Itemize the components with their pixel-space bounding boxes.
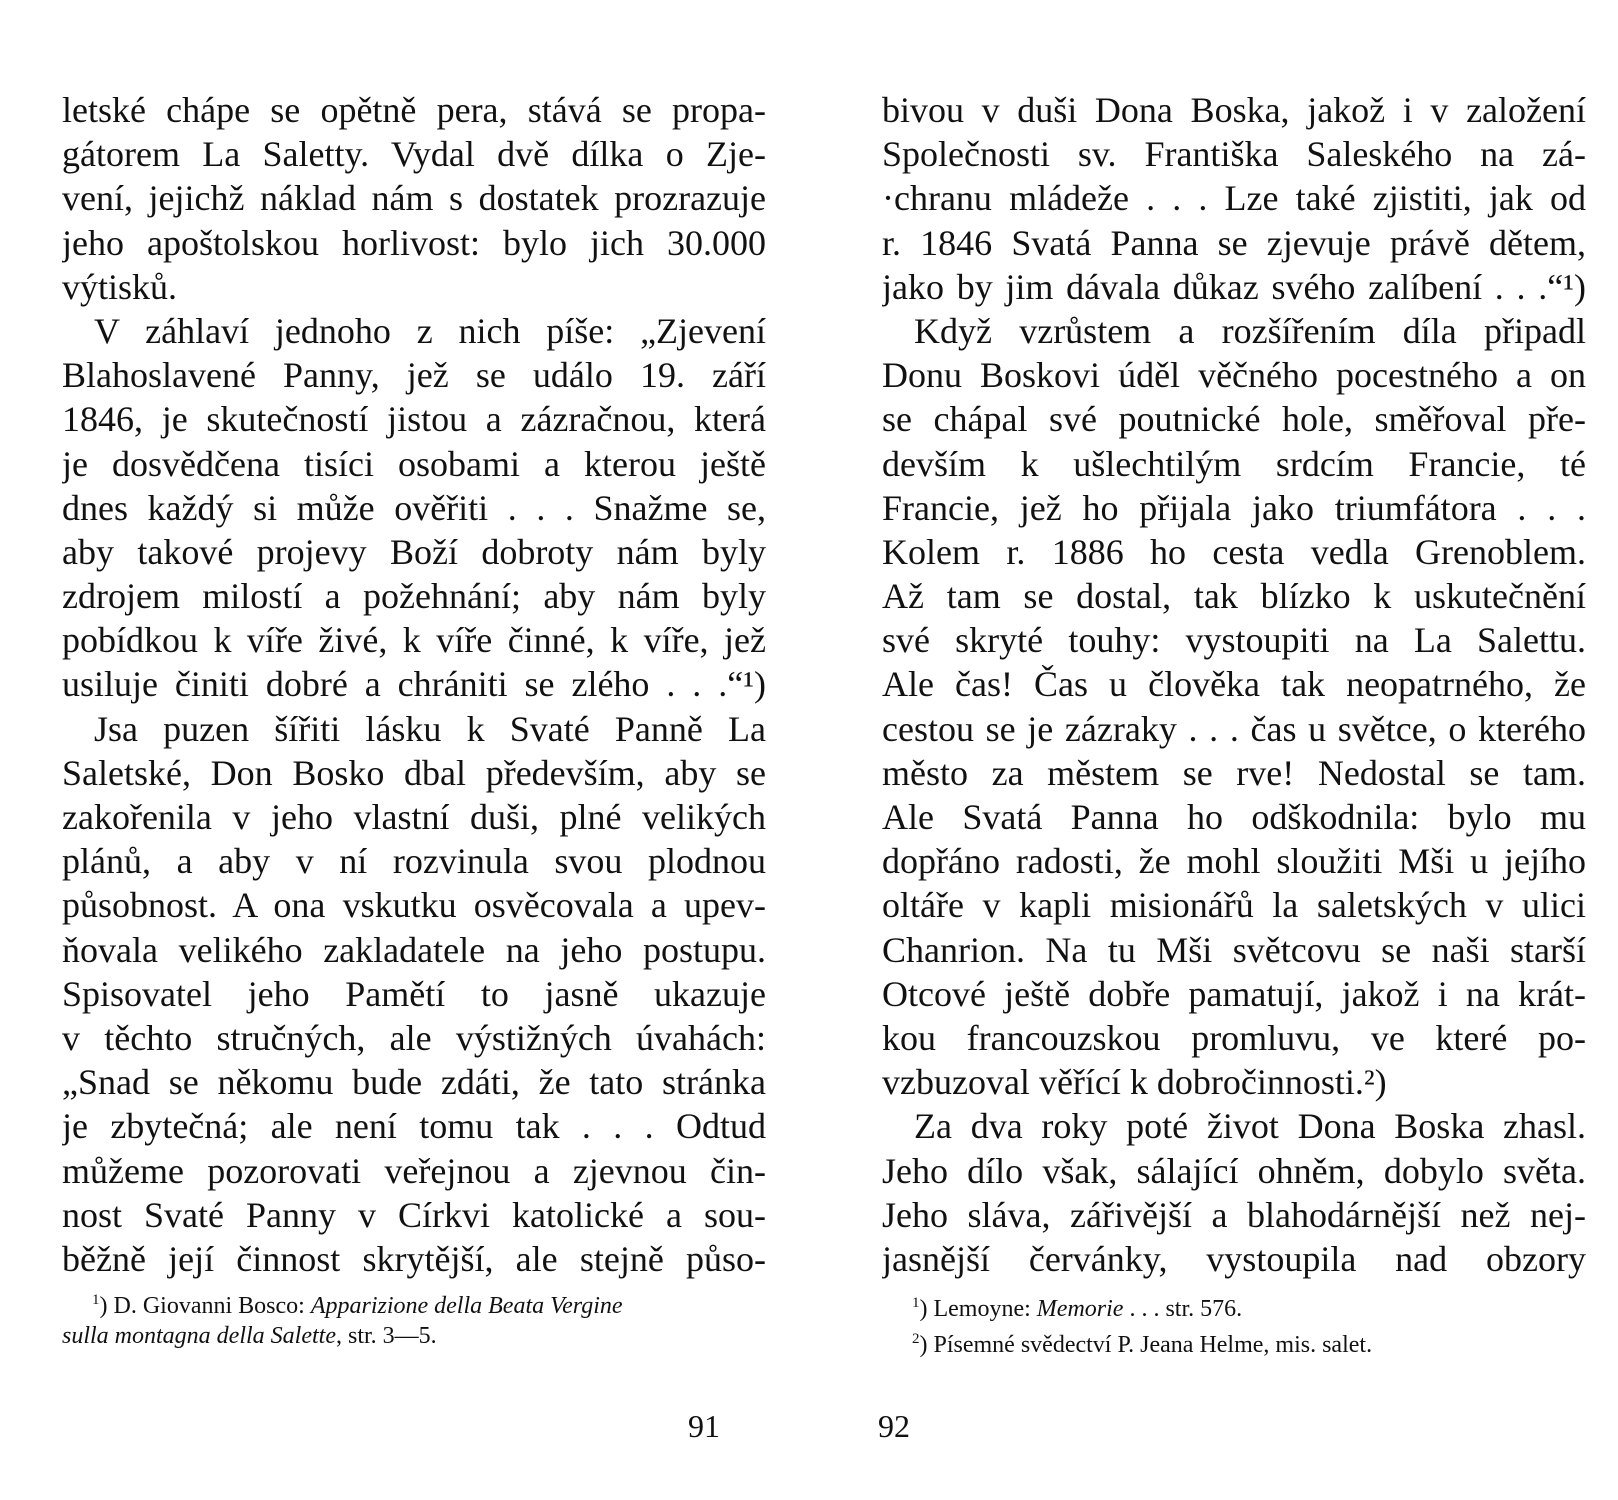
text-line: Saletské, Don Bosko dbal především, aby se — [62, 752, 766, 793]
text-line: Společnosti sv. Františka Saleského na zá- — [882, 134, 1586, 175]
text-line: Kolem r. 1886 ho cesta vedla Grenoblem. — [882, 531, 1586, 572]
text-line: letské chápe se opětně pera, stává se propa- — [62, 90, 766, 130]
text-line: nost Svaté Panny v Církvi katolické a sou- — [62, 1194, 766, 1235]
paragraph-start-line: V záhlaví jednoho z nich píše: „Zjevení — [94, 310, 766, 351]
paragraph-start-line: Jsa puzen šířiti lásku k Svaté Panně La — [94, 708, 766, 749]
text-line: běžně její činnost skrytější, ale stejně půso- — [62, 1238, 766, 1279]
paragraph-start-line: Když vzrůstem a rozšířením díla připadl — [914, 310, 1586, 351]
text-line: jeho apoštolskou horlivost: bylo jich 30.000 — [62, 222, 766, 263]
right-body-text — [882, 88, 1586, 1281]
text-line: Ale čas! Čas u člověka tak neopatrného, že — [882, 664, 1586, 705]
footnote — [882, 1321, 1586, 1357]
footnote — [62, 1282, 766, 1318]
text-line: Jeho dílo však, sálající ohněm, dobylo světa. — [882, 1150, 1586, 1191]
text-line: Spisovatel jeho Pamětí to jasně ukazuje — [62, 973, 766, 1014]
text-line: r. 1846 Svatá Panna se zjevuje právě dětem, — [882, 222, 1586, 263]
text-line: vzbuzoval věřící k dobročinnosti.²) — [882, 1062, 1387, 1103]
text-line: cestou se je zázraky . . . čas u světce, o kterého — [882, 708, 1586, 749]
text-line: působnost. A ona vskutku osvěcovala a upev- — [62, 885, 766, 926]
text-line: své skryté touhy: vystoupiti na La Salettu. — [882, 620, 1586, 661]
text-line: plánů, a aby v ní rozvinula svou plodnou — [62, 841, 766, 882]
text-line: aby takové projevy Boží dobroty nám byly — [62, 531, 766, 572]
footnote-author: ) D. Giovanni Bosco: — [99, 1293, 311, 1319]
text-line: je zbytečná; ale není tomu tak . . . Odtud — [62, 1106, 766, 1147]
text-line: Donu Boskovi úděl věčného pocestného a on — [882, 355, 1586, 396]
right-page — [809, 0, 1618, 1500]
text-line: Otcové ještě dobře pamatují, jakož i na krát- — [882, 973, 1586, 1014]
text-line: bivou v duši Dona Boska, jakož i v založení — [882, 90, 1586, 130]
text-line: Ale Svatá Panna ho odškodnila: bylo mu — [882, 797, 1586, 837]
left-body-text — [62, 88, 766, 1281]
text-line: dopřáno radosti, že mohl sloužiti Mši u jejího — [882, 841, 1586, 882]
text-line: Jeho sláva, zářivější a blahodárnější než nej- — [882, 1194, 1586, 1235]
text-line: dnes každý si může ověřiti . . . Snažme se, — [62, 487, 766, 528]
text-line: zdrojem milostí a požehnání; aby nám byly — [62, 576, 766, 617]
text-line: je dosvědčena tisíci osobami a kterou ještě — [62, 443, 766, 484]
text-line: vení, jejichž náklad nám s dostatek prozrazuje — [62, 178, 766, 219]
text-line: Až tam se dostal, tak blízko k uskutečnění — [882, 576, 1586, 617]
footnote-continuation — [62, 1318, 766, 1354]
footnote-mark: 1 — [92, 1292, 100, 1308]
footnote — [882, 1285, 1586, 1321]
text-line: můžeme pozorovati veřejnou a zjevnou čin- — [62, 1150, 766, 1191]
text-line: výtisků. — [62, 266, 178, 307]
text-line: devším k ušlechtilým srdcím Francie, té — [882, 443, 1586, 484]
text-line: gátorem La Saletty. Vydal dvě dílka o Zje- — [62, 134, 766, 175]
text-line: jako by jim dávala důkaz svého zalíbení . . .“¹) — [882, 266, 1586, 307]
text-line: Chanrion. Na tu Mši světcovu se naši starší — [882, 929, 1586, 970]
text-line: Blahoslavené Panny, jež se událo 19. září — [62, 355, 766, 396]
footnote-text: ) Písemné svědectví P. Jeana Helme, mis. salet. — [919, 1332, 1373, 1358]
text-line: pobídkou k víře živé, k víře činné, k víře, jež — [62, 620, 766, 661]
footnote-title-cont: sulla montagna della Salette — [62, 1323, 336, 1349]
text-line: se chápal své poutnické hole, směřoval pře- — [882, 399, 1586, 440]
footnote-title: Apparizione della Beata Vergine — [310, 1293, 623, 1319]
text-line: 1846, je skutečností jistou a zázračnou, která — [62, 399, 766, 440]
paragraph-start-line: Za dva roky poté život Dona Boska zhasl. — [914, 1106, 1586, 1147]
text-line: oltáře v kapli misionářů la saletských v ulici — [882, 885, 1586, 926]
text-line: Francie, jež ho přijala jako triumfátora . . . — [882, 487, 1586, 528]
text-line: ňovala velikého zakladatele na jeho postupu. — [62, 929, 766, 970]
text-line: ·chranu mládeže . . . Lze také zjistiti, jak od — [882, 178, 1586, 219]
footnote-title: Memorie — [1036, 1296, 1124, 1322]
right-footnotes — [882, 1285, 1586, 1357]
footnote-pages: . . . str. 576. — [1123, 1296, 1243, 1322]
footnote-pages: , str. 3—5. — [335, 1323, 437, 1349]
page-number: 92 — [878, 1408, 910, 1444]
text-line: v těchto stručných, ale výstižných úvahách: — [62, 1017, 766, 1058]
left-footnotes — [62, 1282, 766, 1354]
text-line: kou francouzskou promluvu, ve které po- — [882, 1017, 1586, 1058]
text-line: jasnější červánky, vystoupila nad obzory — [882, 1238, 1586, 1279]
text-line: usiluje činiti dobré a chrániti se zlého . . .“¹) — [62, 664, 766, 705]
text-line: město za městem se rve! Nedostal se tam. — [882, 752, 1586, 793]
text-line: zakořenila v jeho vlastní duši, plné velikých — [62, 797, 766, 837]
text-line: „Snad se někomu bude zdáti, že tato stránka — [62, 1062, 766, 1103]
footnote-mark: 2 — [912, 1331, 920, 1347]
footnote-author: ) Lemoyne: — [919, 1296, 1037, 1322]
footnote-mark: 1 — [912, 1295, 920, 1311]
page-number: 91 — [688, 1408, 720, 1444]
